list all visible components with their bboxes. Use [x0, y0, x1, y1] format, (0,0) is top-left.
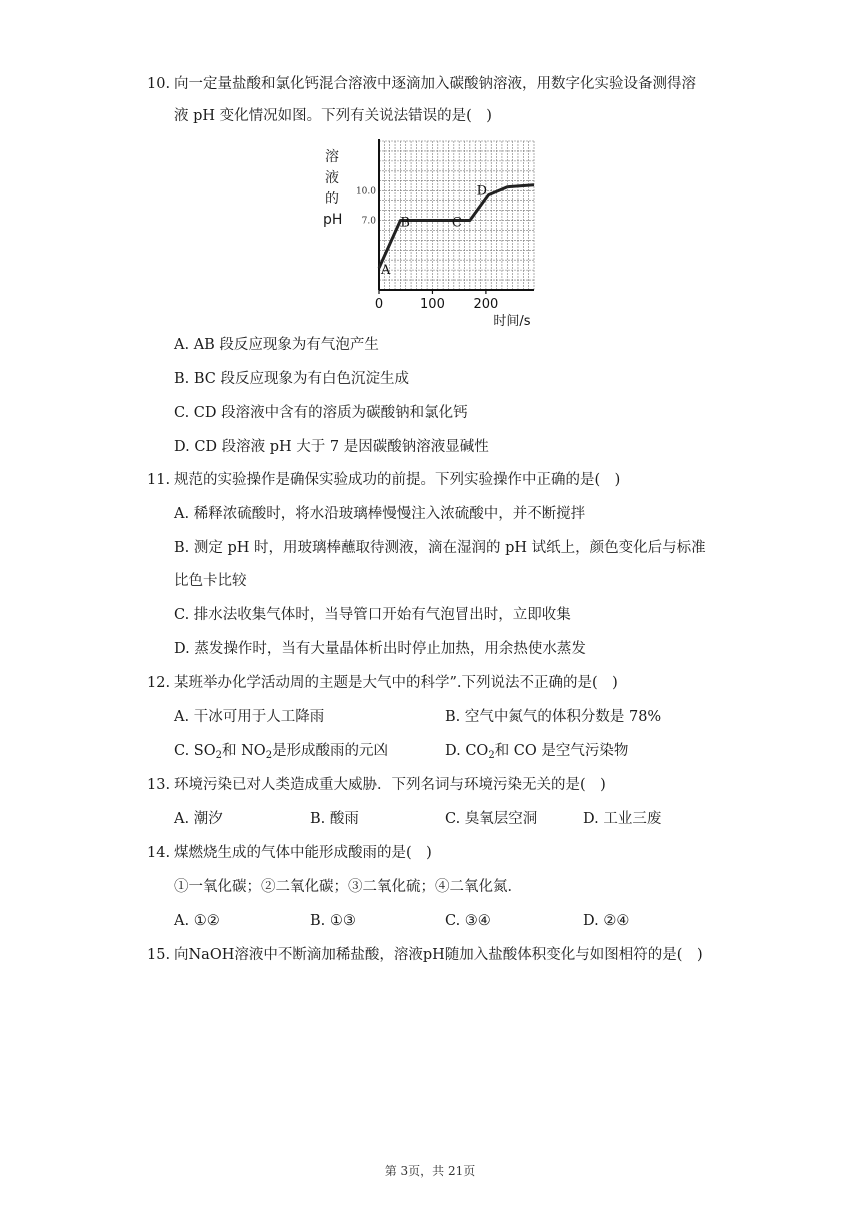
- question-number: 14.: [147, 845, 171, 861]
- chart-plot: [322, 135, 542, 330]
- chart-ylabel-2: 液: [325, 170, 339, 186]
- x-tick-label: 100: [420, 297, 445, 312]
- question-text: 环境污染已对人类造成重大威胁．下列名词与环境污染无关的是( ): [174, 777, 606, 793]
- y-tick-label: 10.0: [355, 186, 376, 197]
- page-footer: 第 3页，共 21页: [384, 1164, 476, 1178]
- option-c: C. $SO_2$和 $NO_2$是形成酸雨的元凶: [174, 743, 389, 761]
- x-axis-label: 时间/s: [493, 314, 531, 329]
- y-tick-label: 7.0: [361, 216, 376, 227]
- option-a: A. 潮汐: [174, 811, 223, 827]
- option-b-continued: 比色卡比较: [174, 573, 247, 589]
- question-text: 向NaOH溶液中不断滴加稀盐酸，溶液pH随加入盐酸体积变化与如图相符的是( ): [174, 947, 703, 963]
- question-number: 13.: [147, 777, 171, 793]
- question-text: 某班举办化学活动周的主题是大气中的科学”.下列说法不正确的是( ): [174, 675, 618, 691]
- question-subtext: ①一氧化碳；②二氧化碳；③二氧化硫；④二氧化氮．: [174, 879, 522, 895]
- question-number: 15.: [147, 947, 171, 963]
- ph-chart: [322, 135, 542, 330]
- option-a: A. 干冰可用于人工降雨: [174, 709, 325, 725]
- question-text: 煤燃烧生成的气体中能形成酸雨的是( ): [174, 845, 432, 861]
- chart-ylabel-3: 的: [325, 191, 339, 207]
- question-number: 11.: [147, 472, 171, 488]
- option-c: C. ③④: [445, 913, 491, 929]
- question-text: 规范的实验操作是确保实验成功的前提。下列实验操作中正确的是( ): [174, 472, 621, 488]
- point-label-d: D: [476, 183, 488, 199]
- option-d: D. 工业三废: [583, 811, 662, 827]
- option-c: C. 排水法收集气体时，当导管口开始有气泡冒出时，立即收集: [174, 607, 571, 623]
- option-b: B. 酸雨: [310, 811, 359, 827]
- x-tick-label: 0: [374, 297, 384, 312]
- option-b: B. BC 段反应现象为有白色沉淀生成: [174, 371, 410, 387]
- option-b: B. 测定 pH 时，用玻璃棒蘸取待测液，滴在湿润的 pH 试纸上，颜色变化后与标准: [174, 540, 706, 556]
- option-a: A. AB 段反应现象为有气泡产生: [174, 337, 379, 353]
- option-d: D. ②④: [583, 913, 630, 929]
- question-text: 液 pH 变化情况如图。下列有关说法错误的是( ): [174, 108, 492, 124]
- point-label-c: C: [451, 215, 462, 231]
- option-d: D. CD 段溶液 pH 大于 7 是因碳酸钠溶液显碱性: [174, 439, 489, 455]
- option-c: C. CD 段溶液中含有的溶质为碳酸钠和氯化钙: [174, 405, 468, 421]
- chart-ylabel-1: 溶: [325, 149, 339, 165]
- option-c: C. 臭氧层空洞: [445, 811, 538, 827]
- point-label-a: A: [381, 263, 391, 279]
- option-a: A. ①②: [174, 913, 220, 929]
- question-number: 12.: [147, 675, 171, 691]
- option-a: A. 稀释浓硫酸时，将水沿玻璃棒慢慢注入浓硫酸中，并不断搅拌: [174, 506, 586, 522]
- option-b: B. 空气中氮气的体积分数是 78%: [445, 709, 662, 725]
- x-tick-label: 200: [473, 297, 499, 312]
- question-text: 向一定量盐酸和氯化钙混合溶液中逐滴加入碳酸钠溶液，用数字化实验设备测得溶: [174, 76, 696, 92]
- option-d: D. $CO_2$和 CO 是空气污染物: [445, 743, 629, 761]
- question-number: 10.: [147, 76, 171, 92]
- option-b: B. ①③: [310, 913, 356, 929]
- chart-ylabel-4: pH: [323, 212, 343, 228]
- point-label-b: B: [400, 215, 410, 231]
- option-d: D. 蒸发操作时，当有大量晶体析出时停止加热，用余热使水蒸发: [174, 641, 586, 657]
